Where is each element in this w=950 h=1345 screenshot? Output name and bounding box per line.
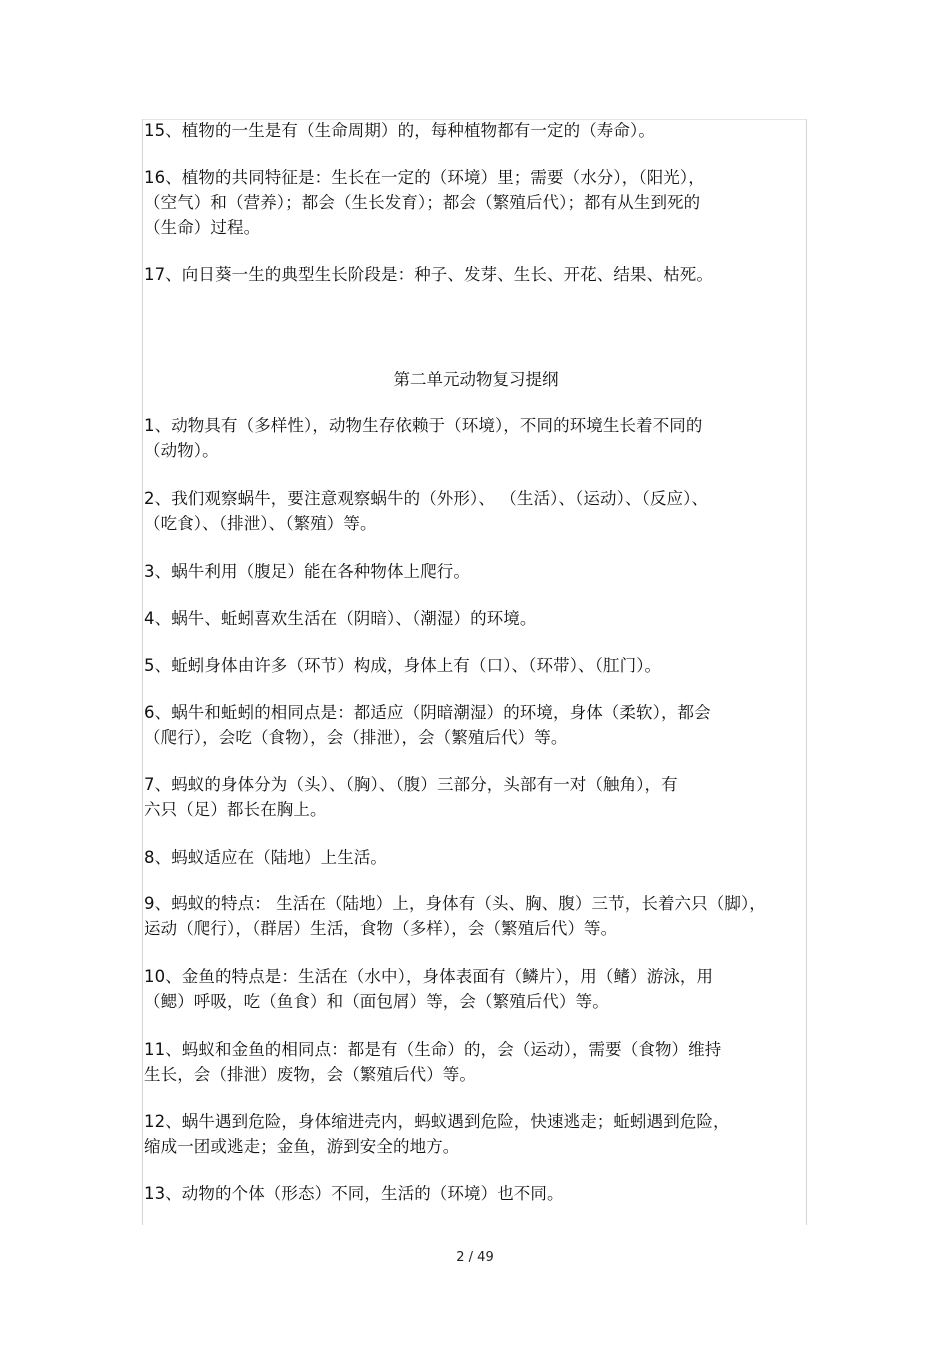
text-line: 11、蚂蚁和金鱼的相同点：都是有（生命）的，会（运动），需要（食物）维持 — [144, 1040, 722, 1059]
text-line: 15、植物的一生是有（生命周期）的，每种植物都有一定的（寿命）。 — [144, 121, 655, 140]
unit2-item-6 — [144, 700, 808, 750]
item-15 — [144, 118, 808, 143]
unit2-item-2 — [144, 486, 808, 536]
unit2-item-13 — [144, 1181, 808, 1206]
text-line: 9、蚂蚁的特点： 生活在（陆地）上，身体有（头、胸、腹）三节，长着六只（脚）， — [144, 894, 766, 913]
text-line: 7、蚂蚁的身体分为（头）、（胸）、（腹）三部分，头部有一对（触角），有 — [144, 775, 678, 794]
text-line: （吃食）、（排泄）、（繁殖）等。 — [144, 514, 377, 533]
text-line: （爬行），会吃（食物），会（排泄），会（繁殖后代）等。 — [144, 728, 568, 747]
unit2-item-9 — [144, 891, 808, 941]
unit2-item-7 — [144, 772, 808, 822]
text-line: 13、动物的个体（形态）不同，生活的（环境）也不同。 — [144, 1184, 564, 1203]
text-line: 2、我们观察蜗牛，要注意观察蜗牛的（外形）、 （生活）、（运动）、（反应）、 — [144, 489, 709, 508]
unit2-item-10 — [144, 964, 808, 1014]
text-line: 六只（足）都长在胸上。 — [144, 800, 327, 819]
text-line: （动物）。 — [144, 441, 219, 460]
text-line: （鳃）呼吸，吃（鱼食）和（面包屑）等，会（繁殖后代）等。 — [144, 992, 609, 1011]
unit2-item-12 — [144, 1109, 808, 1159]
section-heading: 第二单元动物复习提纲 — [393, 370, 559, 389]
text-line: 生长，会（排泄）废物，会（繁殖后代）等。 — [144, 1065, 476, 1084]
text-line: 5、蚯蚓身体由许多（环节）构成，身体上有（口）、（环带）、（肛门）。 — [144, 656, 662, 675]
text-line: 1、动物具有（多样性），动物生存依赖于（环境），不同的环境生长着不同的 — [144, 416, 703, 435]
text-line: 6、蜗牛和蚯蚓的相同点是：都适应（阴暗潮湿）的环境，身体（柔软），都会 — [144, 703, 711, 722]
unit2-item-3 — [144, 559, 808, 584]
unit2-item-5 — [144, 653, 808, 678]
unit2-item-1 — [144, 413, 808, 463]
text-line: （生命）过程。 — [144, 218, 261, 237]
unit2-item-4 — [144, 606, 808, 631]
text-line: 12、蜗牛遇到危险，身体缩进壳内，蚂蚁遇到危险，快速逃走；蚯蚓遇到危险， — [144, 1112, 730, 1131]
text-line: 3、蜗牛利用（腹足）能在各种物体上爬行。 — [144, 562, 470, 581]
text-line: （空气）和（营养）；都会（生长发育）；都会（繁殖后代）；都有从生到死的 — [144, 193, 701, 212]
text-line: 8、蚂蚁适应在（陆地）上生活。 — [144, 848, 387, 867]
text-line: 运动（爬行），（群居）生活，食物（多样），会（繁殖后代）等。 — [144, 919, 618, 938]
page-indicator: 2 / 49 — [456, 1250, 494, 1265]
unit2-item-8 — [144, 845, 808, 870]
unit2-item-11 — [144, 1037, 808, 1087]
item-17 — [144, 262, 808, 287]
text-line: 4、蜗牛、蚯蚓喜欢生活在（阴暗）、（潮湿）的环境。 — [144, 609, 537, 628]
item-16 — [144, 165, 808, 240]
text-line: 17、向日葵一生的典型生长阶段是：种子、发芽、生长、开花、结果、枯死。 — [144, 265, 713, 284]
text-line: 16、植物的共同特征是：生长在一定的（环境）里；需要（水分），（阳光）， — [144, 168, 705, 187]
text-line: 10、金鱼的特点是：生活在（水中），身体表面有（鳞片），用（鳍）游泳，用 — [144, 967, 714, 986]
text-line: 缩成一团或逃走；金鱼，游到安全的地方。 — [144, 1137, 460, 1156]
